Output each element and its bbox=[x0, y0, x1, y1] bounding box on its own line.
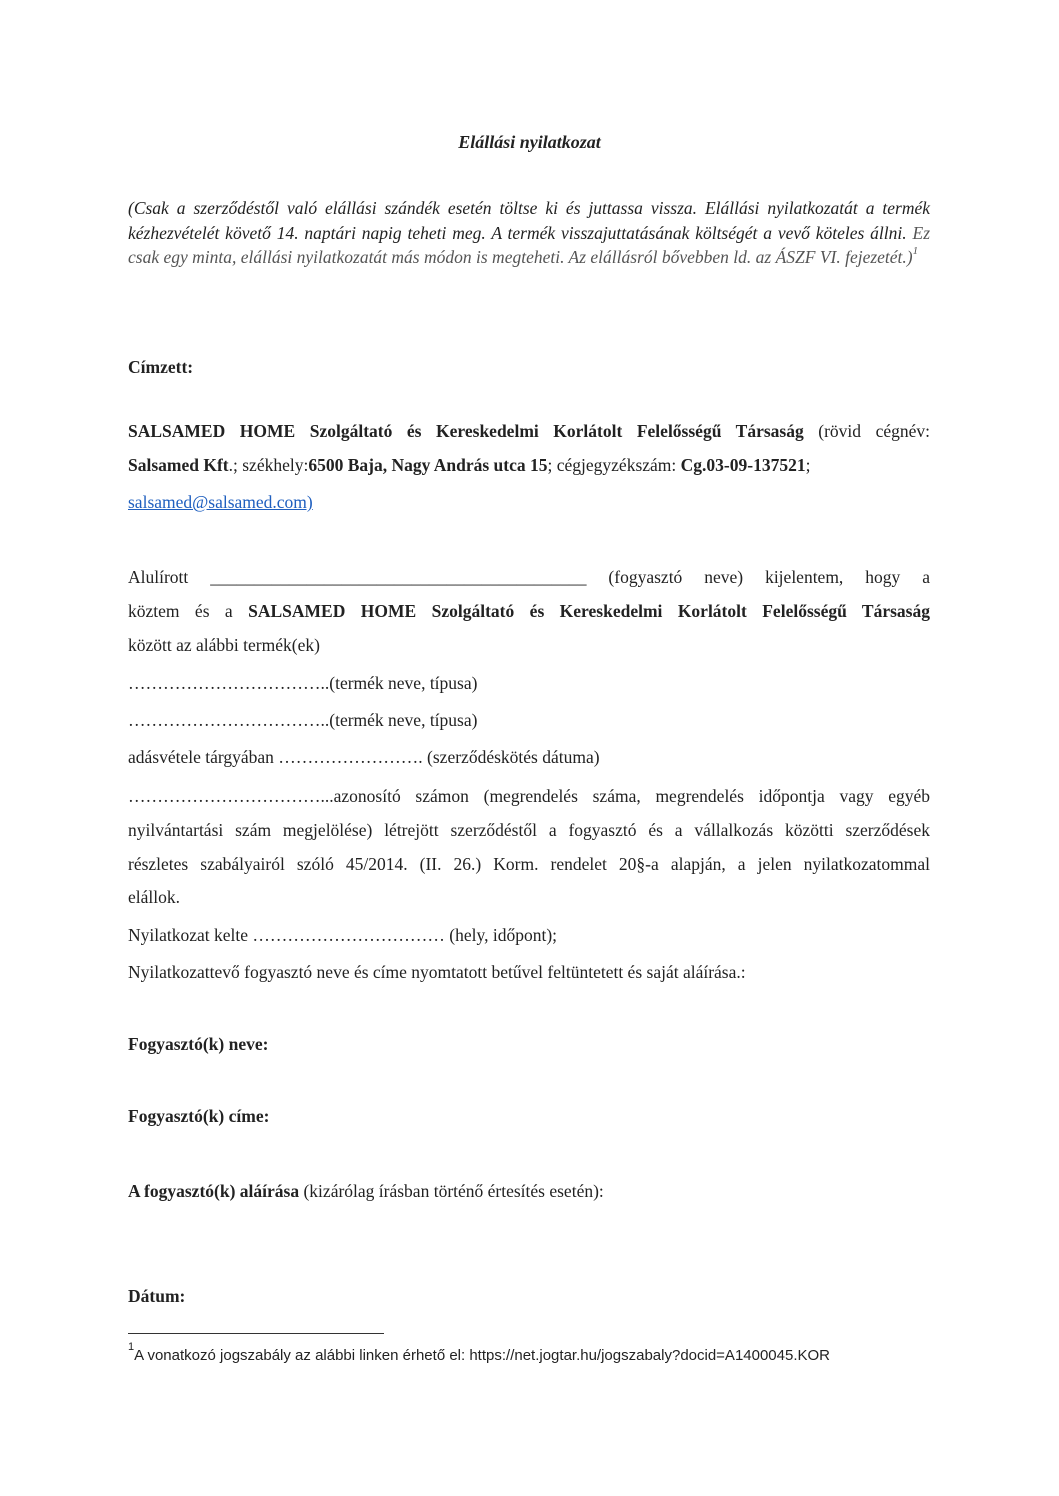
declaration-line-1: ……………………………...azonosító számon (megrendelés száma, megrendelés időpontja vagy egyéb bbox=[128, 786, 930, 806]
body-line-2-prefix: köztem és a bbox=[128, 601, 249, 621]
declaration-line-4: elállok. bbox=[128, 887, 180, 907]
signer-instructions: Nyilatkozattevő fogyasztó neve és címe nyomtatott betűvel feltüntetett és saját aláírása.: bbox=[128, 962, 746, 982]
recipient-heading: Címzett: bbox=[128, 357, 194, 377]
recipient-short-name: Salsamed Kft bbox=[128, 455, 229, 475]
footnote bbox=[128, 1341, 831, 1364]
recipient-short-label: (rövid cégnév: bbox=[803, 421, 930, 441]
signature-note: (kizárólag írásban történő értesítés esetén): bbox=[299, 1181, 604, 1201]
consumer-name-label: Fogyasztó(k) neve: bbox=[128, 1034, 269, 1054]
recipient-reg-label: ; cégjegyzékszám: bbox=[547, 455, 681, 475]
body-line-3: között az alábbi termék(ek) bbox=[128, 635, 320, 655]
recipient-reg-number: Cg.03-09-137521 bbox=[680, 455, 806, 475]
footnote-reference: 1 bbox=[912, 245, 919, 258]
sale-date-line: adásvétele tárgyában ……………………. (szerződéskötés dátuma) bbox=[128, 747, 600, 767]
date-label: Dátum: bbox=[128, 1286, 186, 1306]
footnote-separator bbox=[128, 1333, 384, 1334]
recipient-email-line bbox=[128, 490, 930, 514]
intro-part-1: (Csak a szerződéstől való elállási szándék esetén töltse ki és juttassa vissza. Elállási nyilatkozatát a termék kézhezvételét követő 14. naptári napig teheti meg. A termék visszajuttatásának költségét a vevő köteles állni. bbox=[128, 198, 930, 243]
recipient-seat-label: .; székhely: bbox=[228, 455, 309, 475]
declaration-date-line: Nyilatkozat kelte …………………………… (hely, időpont); bbox=[128, 925, 558, 945]
signature-label: A fogyasztó(k) aláírása bbox=[128, 1181, 300, 1201]
signature-line bbox=[128, 1179, 930, 1203]
intro-paragraph bbox=[128, 196, 930, 270]
body-line-2 bbox=[128, 599, 930, 623]
recipient-line-1 bbox=[128, 419, 930, 443]
intro-part-2: Ez csak egy minta, elállási nyilatkozatát más módon is megteheti. Az elállásról bővebben ld. az ÁSZF VI. fejezetét.) bbox=[128, 222, 931, 267]
document-title: Elállási nyilatkozat bbox=[458, 132, 601, 152]
body-line-1: Alulírott ___________________________________________ (fogyasztó neve) kijelentem, hogy a bbox=[128, 567, 930, 587]
recipient-reg-end: ; bbox=[805, 455, 811, 475]
declaration-line-3: részletes szabályairól szóló 45/2014. (II. 26.) Korm. rendelet 20§-a alapján, a jelen nyilatkozatommal bbox=[128, 854, 930, 874]
footnote-number: 1 bbox=[128, 1341, 135, 1353]
recipient-line-2 bbox=[128, 453, 930, 477]
recipient-email-link[interactable]: salsamed@salsamed.com) bbox=[128, 492, 313, 512]
product-line-1: ……………………………..(termék neve, típusa) bbox=[128, 673, 478, 693]
product-line-2: ……………………………..(termék neve, típusa) bbox=[128, 710, 478, 730]
recipient-company-name: SALSAMED HOME Szolgáltató és Kereskedelmi Korlátolt Felelősségű Társaság bbox=[128, 421, 804, 441]
recipient-seat: 6500 Baja, Nagy András utca 15 bbox=[308, 455, 548, 475]
consumer-address-label: Fogyasztó(k) címe: bbox=[128, 1106, 270, 1126]
declaration-line-2: nyilvántartási szám megjelölése) létrejött szerződéstől a fogyasztó és a vállalkozás közötti szerződések bbox=[128, 820, 930, 840]
footnote-text: A vonatkozó jogszabály az alábbi linken érhető el: https://net.jogtar.hu/jogszabaly?docid=A1400045.KOR bbox=[134, 1347, 831, 1364]
body-company-name: SALSAMED HOME Szolgáltató és Kereskedelmi Korlátolt Felelősségű Társaság bbox=[248, 601, 930, 621]
